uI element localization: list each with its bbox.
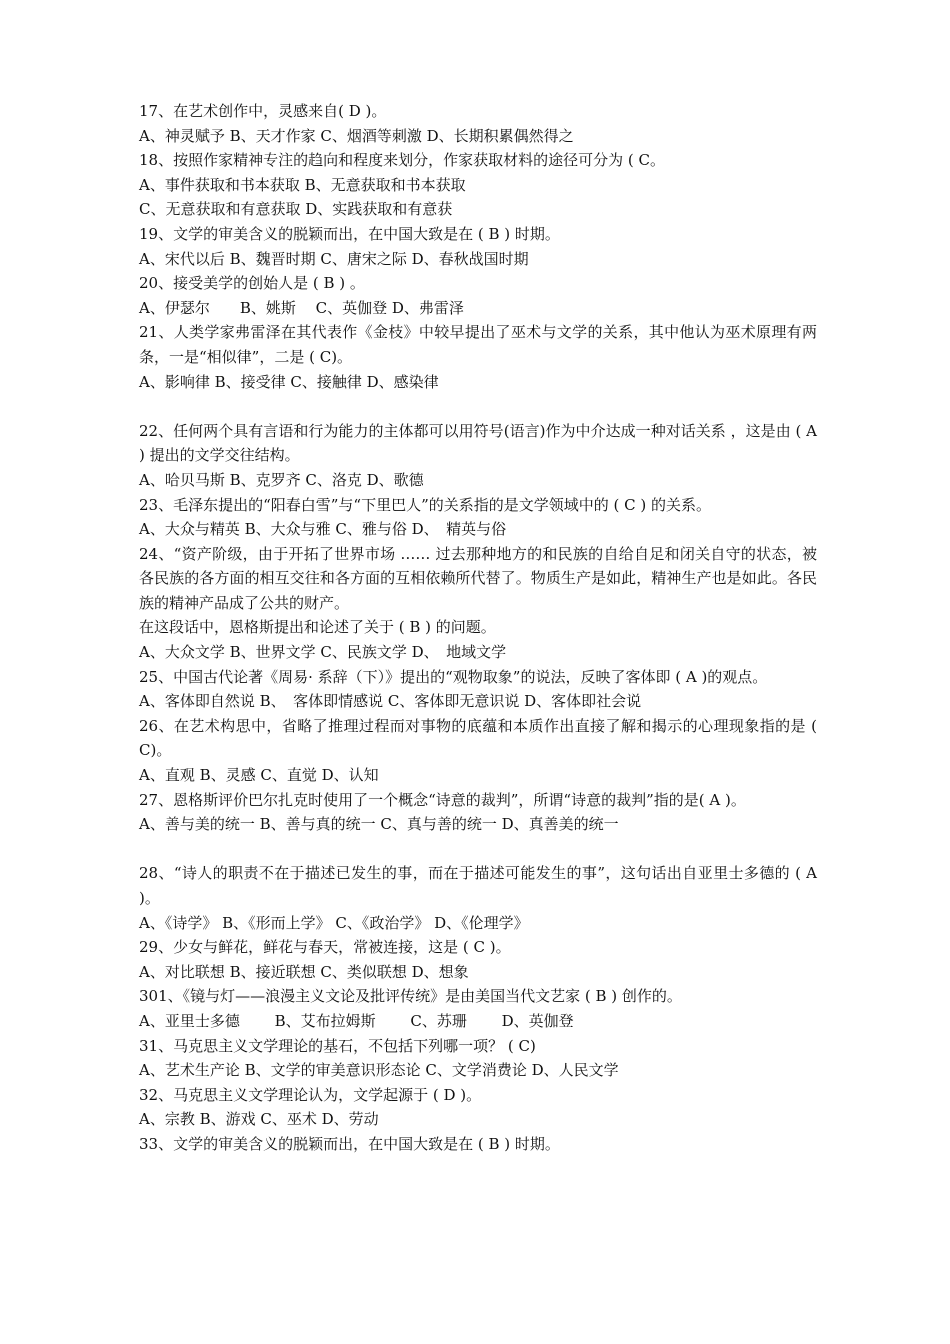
question-18: 18、按照作家精神专注的趋向和程度来划分，作家获取材料的途径可分为 ( C。 — [139, 151, 665, 170]
question-33: 33、文学的审美含义的脱颖而出，在中国大致是在 ( B ) 时期。 — [139, 1134, 560, 1153]
question-17: 17、在艺术创作中，灵感来自( D )。 — [139, 102, 387, 120]
options-20: A、伊瑟尔 B、姚斯 C、英伽登 D、弗雷泽 — [139, 298, 464, 317]
options-26: A、直观 B、灵感 C、直觉 D、认知 — [139, 766, 379, 785]
question-21: 21、人类学家弗雷泽在其代表作《金枝》中较早提出了巫术与文学的关系，其中他认为巫术原理有两条，一是“相似律”，二是 ( C)。 — [139, 323, 817, 366]
options-27: A、善与美的统一 B、善与真的统一 C、真与善的统一 D、真善美的统一 — [139, 815, 619, 834]
options-18-ab: A、事件获取和书本获取 B、无意获取和书本获取 — [139, 175, 466, 194]
question-28: 28、“诗人的职责不在于描述已发生的事，而在于描述可能发生的事”，这句话出自亚里士多德的 ( A )。 — [139, 864, 817, 907]
blank-line — [139, 837, 817, 862]
question-20: 20、接受美学的创始人是 ( B ) 。 — [139, 274, 365, 293]
question-29: 29、少女与鲜花，鲜花与春天，常被连接，这是 ( C )。 — [139, 938, 511, 957]
question-26: 26、在艺术构思中，省略了推理过程而对事物的底蕴和本质作出直接了解和揭示的心理现象指的是 ( C)。 — [139, 716, 817, 760]
question-32: 32、马克思主义文学理论认为，文学起源于 ( D )。 — [139, 1085, 482, 1104]
options-301: A、亚里士多德 B、艾布拉姆斯 C、苏珊 D、英伽登 — [139, 1011, 574, 1030]
options-21: A、影响律 B、接受律 C、接触律 D、感染律 — [139, 372, 439, 391]
options-19: A、宋代以后 B、魏晋时期 C、唐宋之际 D、春秋战国时期 — [139, 249, 529, 268]
options-28: A、《诗学》 B、《形而上学》 C、《政治学》 D、《伦理学》 — [139, 913, 529, 932]
options-25: A、客体即自然说 B、 客体即情感说 C、客体即无意识说 D、客体即社会说 — [139, 692, 642, 711]
question-24: 在这段话中，恩格斯提出和论述了关于 ( B ) 的问题。 — [139, 618, 496, 637]
options-24: A、大众文学 B、世界文学 C、民族文学 D、 地域文学 — [139, 643, 507, 662]
question-22: 22、任何两个具有言语和行为能力的主体都可以用符号(语言)作为中介达成一种对话关系 ，这是由 ( A ) 提出的文学交往结构。 — [139, 421, 817, 465]
options-29: A、对比联想 B、接近联想 C、类似联想 D、想象 — [139, 962, 469, 981]
options-32: A、宗教 B、游戏 C、巫术 D、劳动 — [139, 1110, 379, 1129]
question-23: 23、毛泽东提出的“阳春白雪”与“下里巴人”的关系指的是文学领域中的 ( C ) 的关系。 — [139, 495, 712, 514]
options-18-cd: C、无意获取和有意获取 D、实践获取和有意获 — [139, 200, 453, 219]
question-27: 27、恩格斯评价巴尔扎克时使用了一个概念“诗意的裁判”，所谓“诗意的裁判”指的是( A )。 — [139, 790, 746, 809]
question-24-quote: 24、“资产阶级，由于开拓了世界市场 …… 过去那种地方的和民族的自给自足和闭关自守的状态，被各民族的各方面的相互交往和各方面的互相依赖所代替了。物质生产是如此，精神生产也是如此。各民族的精神产品成了公共的财产。 — [139, 544, 817, 612]
blank-line — [139, 394, 817, 419]
options-23: A、大众与精英 B、大众与雅 C、雅与俗 D、 精英与俗 — [139, 520, 507, 539]
question-19: 19、文学的审美含义的脱颖而出，在中国大致是在 ( B ) 时期。 — [139, 224, 560, 243]
question-301: 301、《镜与灯——浪漫主义文论及批评传统》是由美国当代文艺家 ( B ) 创作的。 — [139, 987, 682, 1006]
options-17: A、神灵赋予 B、天才作家 C、烟酒等刺激 D、长期积累偶然得之 — [139, 126, 574, 145]
options-22: A、哈贝马斯 B、克罗齐 C、洛克 D、歌德 — [139, 470, 424, 489]
options-31: A、艺术生产论 B、文学的审美意识形态论 C、文学消费论 D、人民文学 — [139, 1061, 619, 1080]
question-31: 31、马克思主义文学理论的基石，不包括下列哪一项？ ( C) — [139, 1036, 536, 1055]
document-body — [139, 99, 817, 1157]
question-25: 25、中国古代论著《周易· 系辞（下）》提出的“观物取象”的说法，反映了客体即 ( A )的观点。 — [139, 667, 768, 686]
